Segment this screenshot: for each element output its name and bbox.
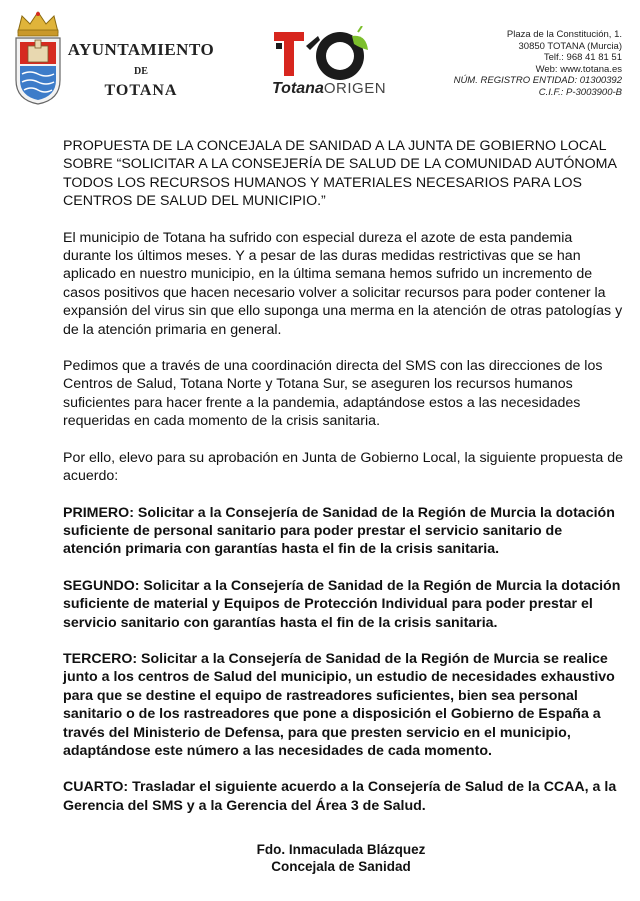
paragraph-intro: El municipio de Totana ha sufrido con especial dureza el azote de esta pandemia durante los últimos meses. Y a pesar de las duras medidas restrictivas que se han aplicado en nuestro municipio, en la última semana hemos sufrido un incremento de casos positivos que hacen necesario volver a solicitar recursos para poder contener la expansión del virus sin que ello suponga una merma en la atención de otras patologías y de la atención primaria en general.	[63, 229, 623, 338]
org-line-1: AYUNTAMIENTO	[67, 40, 215, 59]
paragraph-proposal: Por ello, elevo para su aprobación en Junta de Gobierno Local, la siguiente propuesta de acuerdo:	[63, 449, 623, 485]
logo-wordmark	[272, 80, 386, 98]
cif-line: C.I.F.: P-3003900-B	[538, 86, 622, 98]
signature-block	[0, 841, 640, 875]
org-line-2: DE	[134, 66, 148, 77]
signature-name: Fdo. Inmaculada Blázquez	[256, 842, 426, 857]
phone-line: Telf.: 968 41 81 51	[543, 52, 622, 63]
agreement-primero: PRIMERO: Solicitar a la Consejería de Sanidad de la Región de Murcia la dotación suficiente de personal sanitario para poder prestar el servicio sanitario de atención primaria con garantías hasta el fin de la crisis sanitaria.	[63, 504, 615, 558]
organization-name	[66, 40, 216, 100]
document-body	[63, 137, 623, 833]
coat-of-arms-icon	[12, 10, 64, 106]
registry-line: NÚM. REGISTRO ENTIDAD: 01300392	[453, 75, 622, 86]
paragraph-request: Pedimos que a través de una coordinación directa del SMS con las direcciones de los Centros de Salud, Totana Norte y Totana Sur, se aseguren los recursos humanos suficientes para hacer frente a la pandemia, adaptándose estos a las necesidades requeridas en cada momento de la crisis sanitaria.	[63, 358, 603, 430]
logo-main-text: Totana	[272, 80, 324, 97]
agreement-cuarto: CUARTO: Trasladar el siguiente acuerdo a la Consejería de Salud de la CCAA, a la Gerencia del SMS y a la Gerencia del Área 3 de Salud.	[63, 779, 617, 814]
address-line: 30850 TOTANA (Murcia)	[518, 40, 622, 52]
address-block	[454, 29, 622, 98]
web-line: Web: www.totana.es	[535, 63, 622, 75]
signature-role: Concejala de Sanidad	[271, 859, 411, 874]
address-line: Plaza de la Constitución, 1.	[506, 29, 622, 40]
org-line-3: TOTANA	[104, 82, 178, 99]
agreement-tercero: TERCERO: Solicitar a la Consejería de Sanidad de la Región de Murcia se realice junto a los centros de Salud del municipio, un estudio de necesidades exhaustivo para que se destine el equipo de rastreadores suficientes, bien sea personal sanitario o de los rastreadores que pone a disposición el Gobierno de España a través del Ministerio de Defensa, para que presten servicio en el municipio, adaptándose este número a las necesidades de cada momento.	[63, 650, 615, 759]
logo-sub-text: ORIGEN	[323, 80, 387, 97]
agreement-segundo: SEGUNDO: Solicitar a la Consejería de Sanidad de la Región de Murcia la dotación suficiente de material y Equipos de Protección Individual para poder prestar el servicio sanitario con garantías hasta el fin de la crisis sanitaria.	[63, 577, 621, 631]
document-title: PROPUESTA DE LA CONCEJALA DE SANIDAD A LA JUNTA DE GOBIERNO LOCAL SOBRE “SOLICITAR A LA CONSEJERÍA DE SALUD DE LA COMUNIDAD AUTÓNOMA TODOS LOS RECURSOS HUMANOS Y MATERIALES NECESARIOS PARA LOS CENTROS DE SALUD DEL MUNICIPIO.”	[63, 138, 617, 210]
